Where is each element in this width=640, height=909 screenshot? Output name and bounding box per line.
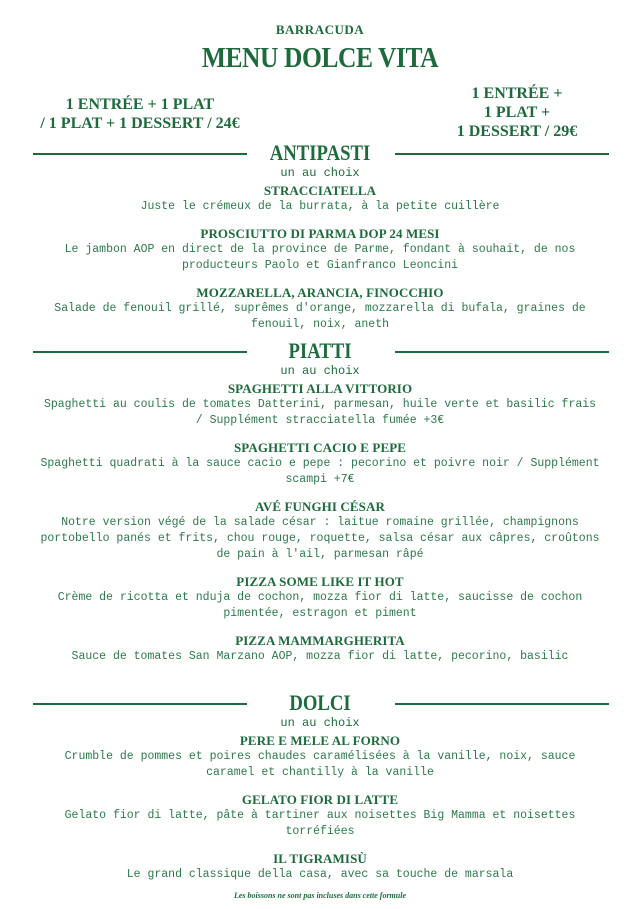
- menu-item: [0, 632, 640, 665]
- section-header: [0, 690, 640, 716]
- item-name: IL TIGRAMISÙ: [273, 851, 367, 866]
- item-name: SPAGHETTI CACIO E PEPE: [233, 440, 407, 455]
- item-description: Le grand classique della casa, avec sa touche de marsala: [126, 868, 514, 881]
- menu-item: [0, 791, 640, 840]
- menu-title: MENU DOLCE VITA: [201, 42, 439, 74]
- section-antipasti: [0, 140, 640, 333]
- section-piatti: [0, 338, 640, 665]
- section-dolci: [0, 690, 640, 883]
- menu-item: [0, 732, 640, 781]
- divider: [395, 703, 609, 705]
- menu-item: [0, 225, 640, 274]
- item-name: GELATO FIOR DI LATTE: [241, 792, 399, 807]
- item-name: PROSCIUTTO DI PARMA DOP 24 MESI: [200, 226, 440, 241]
- choice-note: un au choix: [280, 166, 360, 180]
- menu-item: [0, 380, 640, 429]
- item-name: MOZZARELLA, ARANCIA, FINOCCHIO: [196, 285, 444, 300]
- item-name: AVÉ FUNGHI CÉSAR: [255, 499, 385, 514]
- item-description: Salade de fenouil grillé, suprêmes d'orange, mozzarella di bufala, graines de fenouil, noix, aneth: [54, 302, 586, 331]
- item-description: Spaghetti quadrati à la sauce cacio e pepe : pecorino et poivre noir / Supplément scampi +7€: [40, 457, 600, 486]
- item-description: Notre version végé de la salade césar : laitue romaine grillée, champignons portobello panés et frits, chou rouge, roquette, salsa césar aux câpres, croûtons de pain à l'ail, parmesan râpé: [40, 516, 600, 561]
- divider: [395, 153, 609, 155]
- item-description: Juste le crémeux de la burrata, à la petite cuillère: [140, 200, 500, 213]
- section-title: PIATTI: [288, 338, 352, 363]
- section-header: [0, 338, 640, 364]
- section-title: ANTIPASTI: [269, 140, 371, 165]
- item-description: Spaghetti au coulis de tomates Datterini, parmesan, huile verte et basilic frais / Supplément stracciatella fumée +3€: [43, 398, 597, 427]
- item-description: Crumble de pommes et poires chaudes caramélisées à la vanille, noix, sauce caramel et chantilly à la vanille: [64, 750, 576, 779]
- item-description: Crème de ricotta et nduja de cochon, mozza fior di latte, saucisse de cochon pimentée, estragon et piment: [57, 591, 583, 620]
- divider: [395, 351, 609, 353]
- item-description: Gelato fior di latte, pâte à tartiner aux noisettes Big Mamma et noisettes torréfiées: [64, 809, 576, 838]
- menu-item: [0, 439, 640, 488]
- item-name: SPAGHETTI ALLA VITTORIO: [227, 381, 413, 396]
- menu-item: [0, 284, 640, 333]
- choice-note: un au choix: [280, 716, 360, 730]
- item-name: STRACCIATELLA: [263, 183, 377, 198]
- section-header: [0, 140, 640, 166]
- formula-29: 1 ENTRÉE + 1 PLAT + 1 DESSERT / 29€: [456, 85, 578, 140]
- item-name: PIZZA SOME LIKE IT HOT: [236, 574, 404, 589]
- item-name: PERE E MELE AL FORNO: [239, 733, 401, 748]
- choice-note: un au choix: [280, 364, 360, 378]
- restaurant-name: BARRACUDA: [275, 22, 365, 37]
- menu-item: [0, 182, 640, 215]
- formula-24: 1 ENTRÉE + 1 PLAT / 1 PLAT + 1 DESSERT / 24€: [40, 96, 240, 132]
- item-name: PIZZA MAMMARGHERITA: [235, 633, 405, 648]
- menu-item: [0, 573, 640, 622]
- menu-item: [0, 850, 640, 883]
- item-description: Sauce de tomates San Marzano AOP, mozza fior di latte, pecorino, basilic: [71, 650, 569, 663]
- item-description: Le jambon AOP en direct de la province de Parme, fondant à souhait, de nos producteurs Paolo et Gianfranco Leoncini: [64, 243, 576, 272]
- menu-item: [0, 498, 640, 563]
- drinks-disclaimer: Les boissons ne sont pas incluses dans cette formule: [233, 891, 406, 900]
- section-title: DOLCI: [289, 690, 351, 715]
